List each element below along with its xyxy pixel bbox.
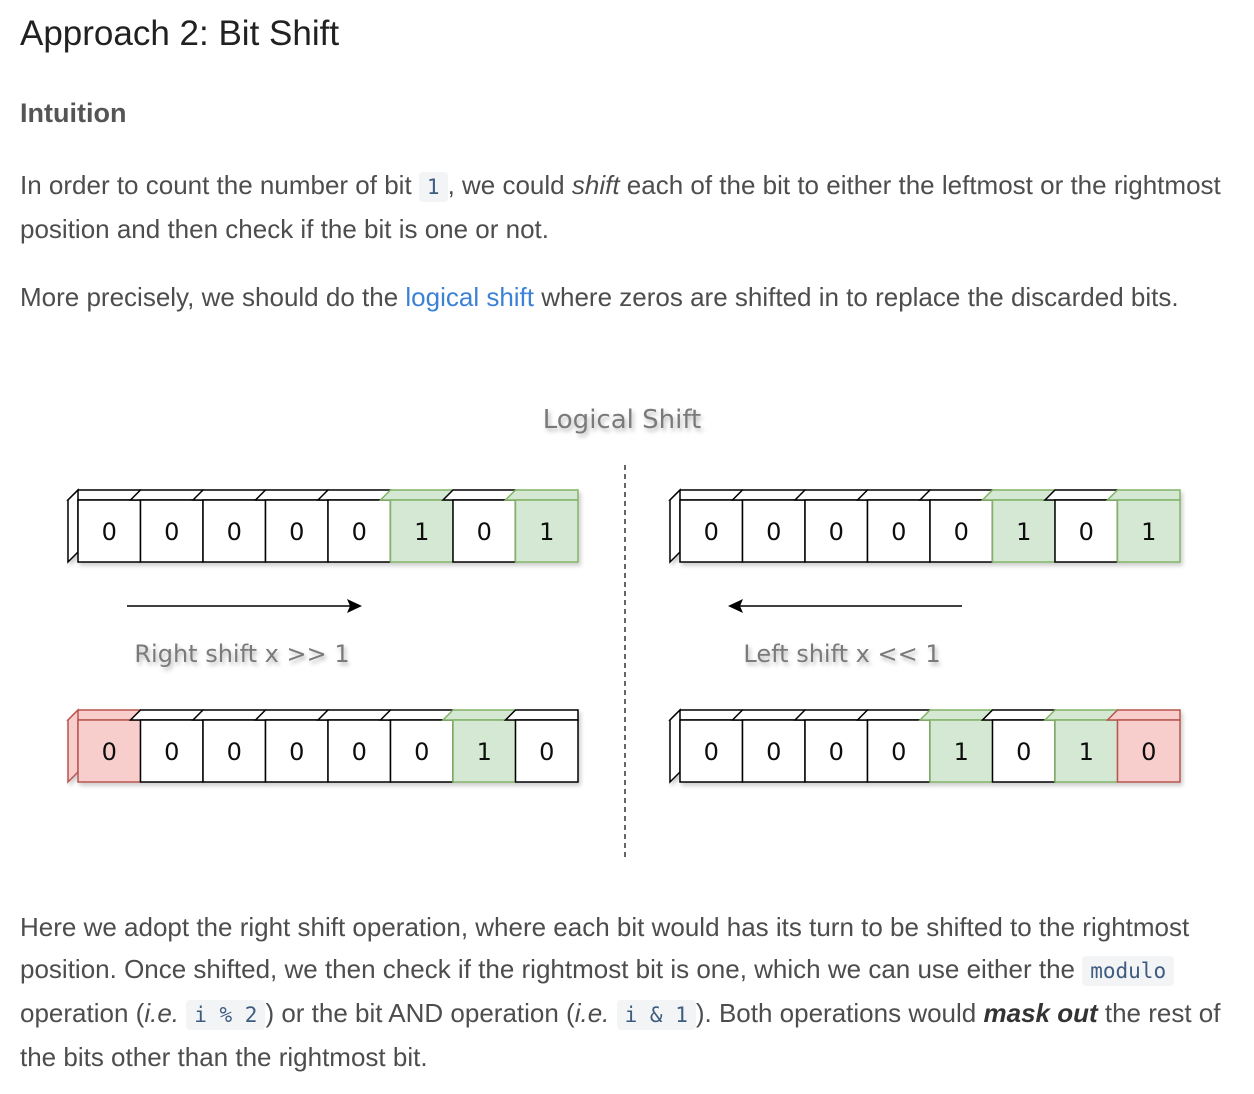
right-after-row-bit-2-label: 0 — [226, 738, 242, 766]
left-after-row-bit-6 — [1045, 710, 1118, 782]
diagram-canvas — [0, 390, 1254, 870]
emphasis: shift — [571, 170, 620, 200]
right-after-row-bit-7-label: 0 — [539, 738, 555, 766]
right-after-row-bit-2 — [193, 710, 266, 782]
text: operation ( — [20, 998, 145, 1028]
inline-code-mod-expr: i % 2 — [186, 1000, 265, 1030]
right-before-row-bit-5 — [381, 490, 454, 562]
right-after-row — [68, 710, 578, 782]
logical-shift-diagram — [0, 390, 1254, 870]
text: ). Both operations would — [695, 998, 984, 1028]
strong-text — [983, 998, 1097, 1028]
left-before-row-bit-3 — [858, 490, 931, 562]
left-after-row-bit-4 — [920, 710, 993, 782]
bit-rows — [68, 490, 1180, 782]
left-shift-label: Left shift x << 1 — [743, 640, 941, 668]
left-after-row-bit-5 — [983, 710, 1056, 782]
left-before-row-bit-7-label: 1 — [1141, 518, 1157, 546]
left-before-row-bit-5 — [983, 490, 1056, 562]
right-after-row-bit-1-label: 0 — [164, 738, 180, 766]
left-before-row-bit-1-label: 0 — [766, 518, 782, 546]
right-after-row-bit-7 — [506, 710, 579, 782]
right-shift-label: Right shift x >> 1 — [134, 640, 350, 668]
left-after-row-bit-5-label: 0 — [1016, 738, 1032, 766]
text: each of the bit to either the leftmost or the rightmost position and then check if the bit is one or not. — [20, 170, 1221, 244]
right-before-row-bit-4-label: 0 — [351, 518, 367, 546]
left-before-row — [670, 490, 1180, 562]
right-after-row-bit-6 — [443, 710, 516, 782]
right-after-row-bit-6-label: 1 — [476, 738, 492, 766]
right-shift-arrow — [127, 599, 362, 613]
right-before-row-bit-1 — [131, 490, 204, 562]
text: , we could — [447, 170, 572, 200]
text: In order to count the number of bit — [20, 170, 419, 200]
right-before-row — [68, 490, 578, 562]
left-before-row-bit-2-label: 0 — [828, 518, 844, 546]
right-before-row-bit-1-label: 0 — [164, 518, 180, 546]
logical-shift-link[interactable]: logical shift — [405, 282, 535, 312]
right-before-row-bit-2 — [193, 490, 266, 562]
intuition-paragraph-1 — [20, 164, 1234, 250]
left-before-row-bit-0-label: 0 — [703, 518, 719, 546]
right-after-row-bit-1 — [131, 710, 204, 782]
right-after-row-bit-5-label: 0 — [414, 738, 430, 766]
text: More precisely, we should do the — [20, 282, 406, 312]
left-before-row-bit-1 — [733, 490, 806, 562]
strong-emphasis: mask out — [983, 998, 1098, 1028]
text: the rest of the bits other than the rightmost bit. — [20, 998, 1221, 1072]
left-before-row-bit-0 — [670, 490, 743, 562]
right-before-row-bit-6 — [443, 490, 516, 562]
left-after-row-bit-1 — [733, 710, 806, 782]
right-after-row-bit-3 — [256, 710, 329, 782]
inline-code-modulo: modulo — [1082, 956, 1174, 986]
text — [609, 998, 616, 1028]
left-after-row-bit-0 — [670, 710, 743, 782]
intuition-paragraph-2 — [20, 276, 1234, 318]
left-after-row-bit-6-label: 1 — [1078, 738, 1094, 766]
left-after-row-bit-2-label: 0 — [828, 738, 844, 766]
right-after-row-bit-4 — [318, 710, 391, 782]
section-heading: Intuition — [20, 98, 127, 128]
left-before-row-bit-6-label: 0 — [1078, 518, 1094, 546]
left-after-row-bit-7 — [1108, 710, 1181, 782]
left-before-row-bit-3-label: 0 — [891, 518, 907, 546]
text: where zeros are shifted in to replace the discarded bits. — [534, 282, 1179, 312]
left-before-row-bit-7 — [1108, 490, 1181, 562]
left-after-row-bit-0-label: 0 — [703, 738, 719, 766]
left-after-row-bit-2 — [795, 710, 868, 782]
left-before-row-bit-2 — [795, 490, 868, 562]
right-after-row-bit-5 — [381, 710, 454, 782]
page-title: Approach 2: Bit Shift — [20, 14, 340, 53]
right-before-row-bit-7-label: 1 — [539, 518, 555, 546]
inline-code-and-expr: i & 1 — [617, 1000, 696, 1030]
emphasis: i.e. — [574, 998, 610, 1028]
right-before-row-bit-5-label: 1 — [414, 518, 430, 546]
left-shift-arrow — [728, 599, 962, 613]
left-after-row-bit-4-label: 1 — [953, 738, 969, 766]
right-after-row-bit-4-label: 0 — [351, 738, 367, 766]
emphasis: i.e. — [144, 998, 179, 1028]
left-after-row-bit-3-label: 0 — [891, 738, 907, 766]
left-before-row-bit-5-label: 1 — [1016, 518, 1032, 546]
right-before-row-bit-0 — [68, 490, 141, 562]
right-before-row-bit-2-label: 0 — [226, 518, 242, 546]
explanation-paragraph — [20, 906, 1234, 1078]
right-before-row-bit-6-label: 0 — [476, 518, 492, 546]
right-after-row-bit-0-label: 0 — [101, 738, 117, 766]
right-before-row-bit-0-label: 0 — [101, 518, 117, 546]
text: Here we adopt the right shift operation, where each bit would has its turn to be shifted to the rightmost position. Once shifted, we then check if the rightmost bit is one, which we can use either the — [20, 912, 1190, 984]
left-after-row-bit-3 — [858, 710, 931, 782]
left-after-row-bit-1-label: 0 — [766, 738, 782, 766]
left-before-row-bit-6 — [1045, 490, 1118, 562]
left-before-row-bit-4 — [920, 490, 993, 562]
left-after-row-bit-7-label: 0 — [1141, 738, 1157, 766]
right-before-row-bit-7 — [506, 490, 579, 562]
right-after-row-bit-3-label: 0 — [289, 738, 305, 766]
left-after-row — [670, 710, 1180, 782]
right-after-row-bit-0 — [68, 710, 141, 782]
inline-code: 1 — [419, 172, 448, 202]
left-before-row-bit-4-label: 0 — [953, 518, 969, 546]
right-before-row-bit-3 — [256, 490, 329, 562]
right-before-row-bit-4 — [318, 490, 391, 562]
text: ) or the bit AND operation ( — [265, 998, 575, 1028]
diagram-title: Logical Shift — [542, 405, 702, 435]
right-before-row-bit-3-label: 0 — [289, 518, 305, 546]
